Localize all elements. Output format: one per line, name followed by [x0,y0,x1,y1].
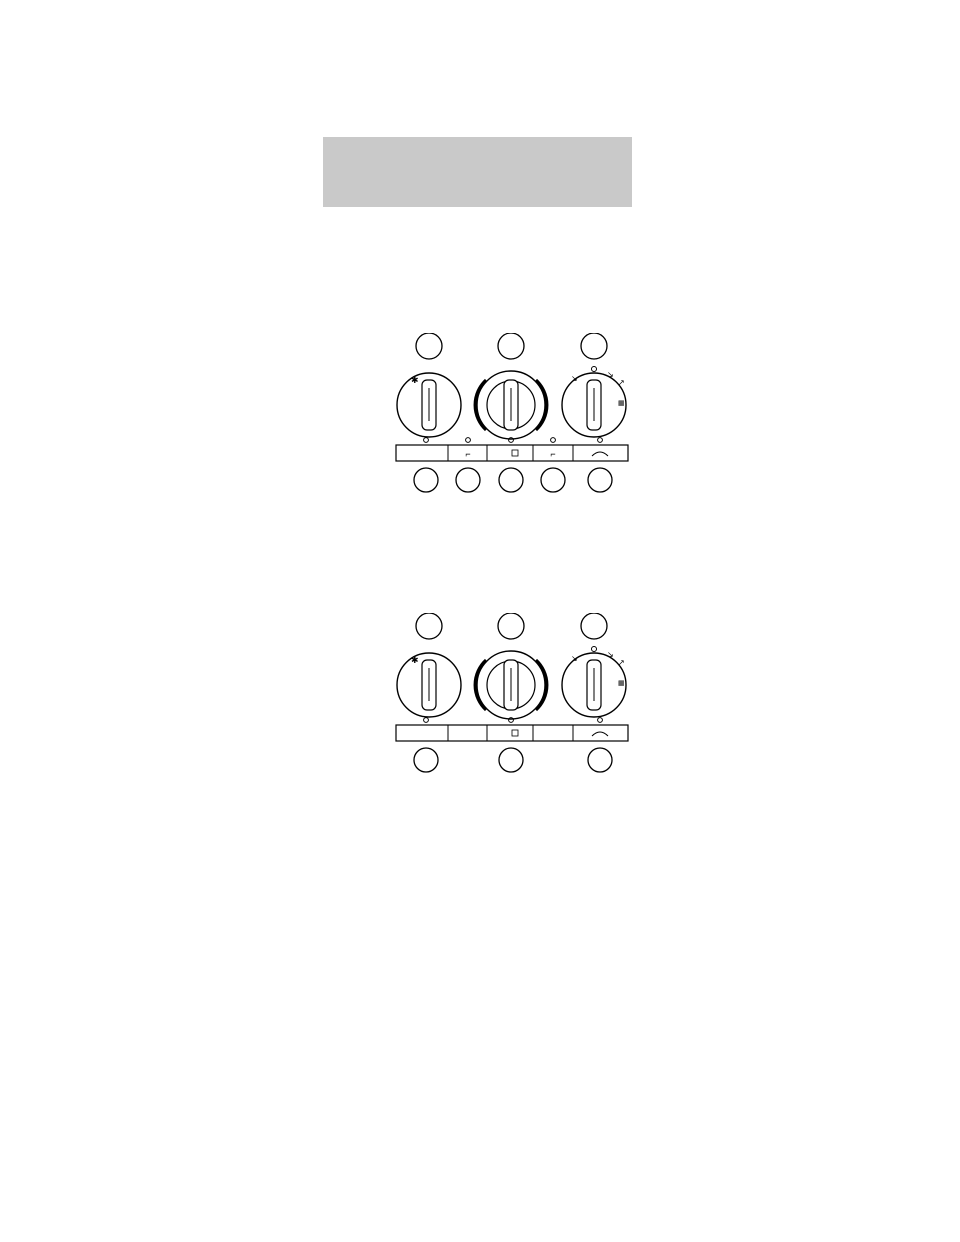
callout-top-8 [416,613,442,639]
fan-icon: ✱ [411,375,419,385]
svg-text:▦: ▦ [618,680,625,687]
fan-icon: ✱ [411,655,419,665]
callout-top-2 [581,333,607,359]
fan-speed-knob[interactable] [397,373,461,437]
svg-text:↘: ↘ [571,374,578,383]
seat-icon: ⌐ [465,449,471,459]
callout-bottom-7 [414,468,438,492]
svg-text:↘: ↘ [571,654,578,663]
svg-text:↘: ↘ [607,370,614,379]
callout-bottom-6 [456,468,480,492]
svg-text:↘: ↘ [607,650,614,659]
page-header [323,137,632,207]
callout-top-1 [498,613,524,639]
callout-top-1 [498,333,524,359]
temperature-knob[interactable] [475,651,547,719]
callout-bottom-3 [588,748,612,772]
callout-bottom-5 [499,748,523,772]
svg-text:▦: ▦ [618,400,625,407]
control-panel-diagram-1 [393,333,637,493]
callout-bottom-7 [414,748,438,772]
control-panel-diagram-2 [393,613,637,773]
mode-knob[interactable] [562,367,626,438]
svg-text:↗: ↗ [618,658,625,667]
callout-bottom-3 [588,468,612,492]
seat-icon: ⌐ [550,449,556,459]
button-strip [396,438,628,461]
fan-speed-knob[interactable] [397,653,461,717]
callout-top-2 [581,613,607,639]
callout-bottom-4 [541,468,565,492]
callout-top-8 [416,333,442,359]
svg-text:↗: ↗ [618,378,625,387]
mode-knob[interactable] [562,647,626,718]
temperature-knob[interactable] [475,371,547,439]
callout-bottom-5 [499,468,523,492]
button-strip [396,718,628,741]
